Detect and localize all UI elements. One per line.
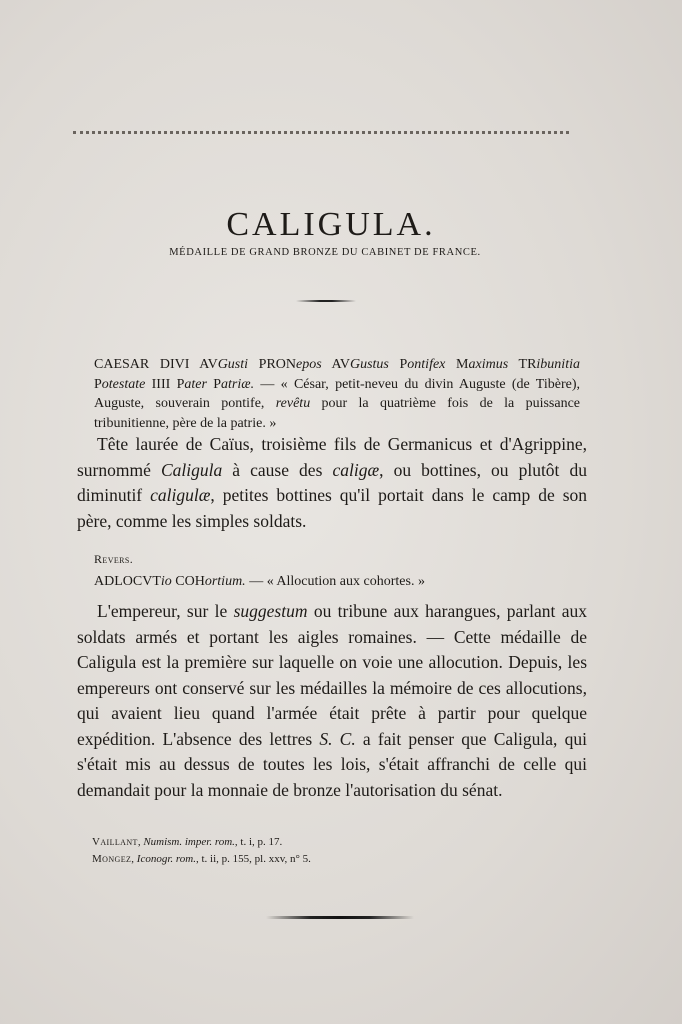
text-run: — « Allocution aux cohortes. » — [245, 574, 425, 589]
ornamental-dash — [296, 300, 356, 302]
italic-run: epos — [296, 357, 322, 372]
text-run: IIII P — [145, 376, 185, 392]
reference-detail: , t. i, p. 17. — [234, 836, 283, 848]
text-run: à cause des — [222, 459, 333, 480]
top-dotted-rule — [73, 131, 569, 134]
obverse-legend — [94, 355, 580, 433]
reverse-description-text — [77, 599, 587, 803]
reverse-heading: Revers. — [94, 552, 134, 566]
text-run: AV — [321, 357, 350, 372]
italic-run: atriæ. — [221, 376, 255, 392]
text-run: CAESAR DIVI AV — [94, 357, 218, 372]
italic-run: ibunitia — [536, 357, 580, 372]
text-run: a fait penser que Caligula, qui s'était mis au dessus de toutes les lois, s'était affranchi de celle qui demandait pour la monnaie de bronze l'autorisation du sénat. — [77, 728, 587, 800]
reverse-legend — [94, 574, 425, 590]
page-title: CALIGULA. — [226, 205, 436, 243]
text-run: pour la quatrième fois de la puissance tribunitienne, père de la patrie. » — [94, 396, 580, 431]
italic-run: suggestum — [233, 601, 308, 621]
text-run: TR — [508, 357, 537, 372]
italic-run: ontifex — [407, 357, 446, 372]
italic-run: caligæ — [332, 459, 380, 480]
text-run: ADLOCVT — [94, 574, 161, 589]
reference-detail: , t. ii, p. 155, pl. xxv, n° 5. — [195, 853, 311, 865]
italic-run: caligulæ — [150, 485, 211, 505]
text-run: Tête laurée de Caïus, troisième fils de Germanicus et d'Agrippine, surnommé — [77, 434, 587, 480]
italic-run: otestate — [101, 376, 146, 392]
text-run: P — [206, 376, 222, 392]
italic-run: S. C. — [319, 728, 356, 749]
obverse-legend-text — [94, 355, 580, 433]
reference-line: Vaillant, Numism. imper. rom., t. i, p. 17. — [92, 836, 283, 848]
italic-run: Gustus — [349, 357, 389, 372]
italic-run: revêtu — [275, 396, 311, 411]
text-run: , ou bottines, ou plutôt du diminutif — [77, 459, 587, 505]
italic-run: ortium. — [204, 574, 246, 589]
reference-line: Mongez, Iconogr. rom., t. ii, p. 155, pl. xxv, n° 5. — [92, 853, 311, 865]
italic-run: Caligula — [160, 459, 223, 480]
obverse-description — [77, 432, 587, 534]
text-run: P — [388, 357, 408, 372]
text-run: L'empereur, sur le — [97, 601, 234, 621]
reference-author: Mongez — [92, 853, 132, 865]
reference-work: Numism. imper. rom. — [143, 836, 235, 848]
text-run: PRON — [248, 357, 297, 372]
page-subtitle: MÉDAILLE DE GRAND BRONZE DU CABINET DE FRANCE. — [169, 247, 481, 258]
reference-work: Iconogr. rom. — [136, 853, 196, 865]
italic-run: io — [160, 574, 172, 589]
italic-run: aximus — [468, 357, 509, 372]
obverse-description-text — [77, 432, 587, 534]
text-run: ou tribune aux harangues, parlant aux soldats armés et portant les aigles romaines. — Cette médaille de Caligula est la première sur laquelle on voie une allocution. Depuis, les empereurs ont conservé sur les médailles la mémoire de ces allocutions, qui avaient lieu quand l'armée était prête à partir pour quelque expédition. L'absence des lettres — [77, 601, 587, 749]
text-run: M — [445, 357, 469, 372]
text-run: COH — [171, 574, 205, 589]
italic-run: ater — [184, 376, 207, 392]
text-run: P — [94, 376, 102, 392]
text-run: — « César, petit-neveu du divin Auguste (de Tibère), Auguste, souverain pontife, — [94, 376, 581, 411]
reverse-description — [77, 599, 587, 803]
reference-author: Vaillant — [92, 836, 138, 848]
text-run: , petites bottines qu'il portait dans le camp de son père, comme les simples soldats. — [77, 485, 587, 531]
closing-ornament — [266, 916, 414, 919]
italic-run: Gusti — [217, 357, 249, 372]
references — [92, 834, 492, 868]
